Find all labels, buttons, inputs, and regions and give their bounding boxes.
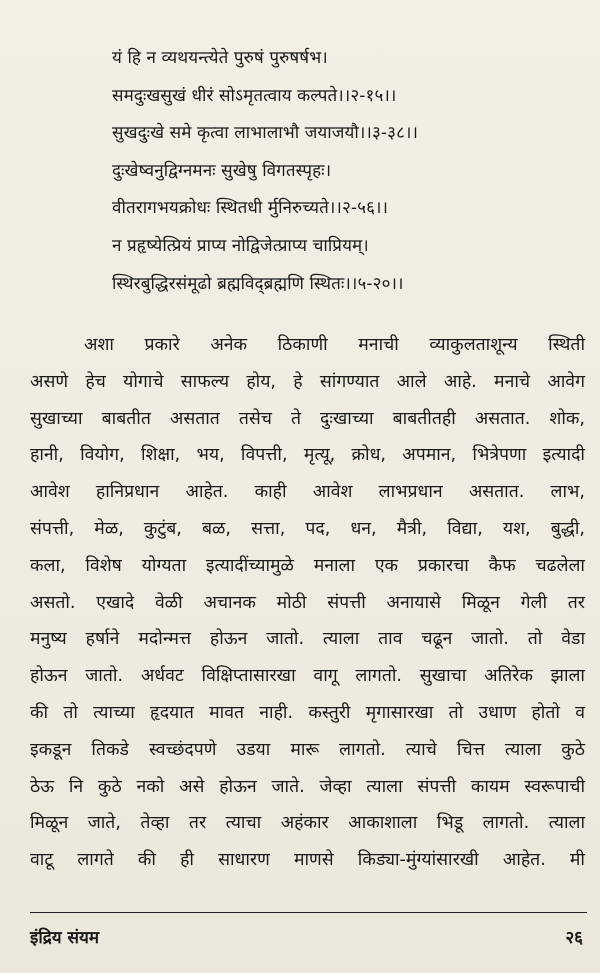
paragraph-line: कला, विशेष योग्यता इत्यादींच्यामुळे मनाला एक प्रकारचा कैफ चढलेला [30, 555, 585, 576]
paragraph-line: की तो त्याच्या हृदयात मावत नाही. कस्तुरी मृगासारखा तो उधाण होतो व [30, 702, 585, 723]
body-paragraph [30, 327, 585, 879]
paragraph-line: इकडून तिकडे स्वच्छंदपणे उडया मारू लागतो. त्याचे चित्त त्याला कुठे [30, 739, 585, 760]
footer-divider [30, 912, 587, 913]
verse-block [112, 40, 582, 303]
paragraph-line: मनुष्य हर्षाने मदोन्मत्त होऊन जातो. त्याला ताव चढून जातो. तो वेडा [30, 629, 585, 650]
paragraph-line: होऊन जातो. अर्धवट विक्षिप्तासारखा वागू लागतो. सुखाचा अतिरेक झाला [30, 666, 585, 687]
page-number: २६ [565, 928, 583, 948]
paragraph-line: मिळून जाते, तेव्हा तर त्याचा अहंकार आकाशाला भिडू लागतो. त्याला [30, 813, 585, 834]
paragraph-line: हानी, वियोग, शिक्षा, भय, विपत्ती, मृत्यू, क्रोध, अपमान, भित्रेपणा इत्यादी [30, 445, 585, 466]
verse-line: सुखदुःखे समे कृत्वा लाभालाभौ जयाजयौ।।३-३८।। [112, 123, 419, 144]
verse-line: दुःखेष्वनुद्विग्नमनः सुखेषु विगतस्पृहः। [112, 160, 332, 181]
verse-line: यं हि न व्यथयन्त्येते पुरुषं पुरुषर्षभ। [112, 48, 328, 68]
paragraph-line: असतो. एखादे वेळी अचानक मोठी संपत्ती अनायासे मिळून गेली तर [30, 592, 585, 613]
verse-line: स्थिरबुद्धिरसंमूढो ब्रह्मविद्ब्रह्मणि स्थितः।।५-२०।। [112, 273, 404, 294]
verse-line: न प्रहृष्येत्प्रियं प्राप्य नोद्विजेत्प्राप्य चाप्रियम्। [112, 235, 369, 256]
running-footer-title: इंद्रिय संयम [30, 928, 100, 948]
paragraph-line: आवेश हानिप्रधान आहेत. काही आवेश लाभप्रधान असतात. लाभ, [30, 482, 585, 503]
paragraph-line: सुखाच्या बाबतीत असतात तसेच ते दुःखाच्या बाबतीतही असतात. शोक, [30, 408, 585, 429]
paragraph-line: अशा प्रकारे अनेक ठिकाणी मनाची व्याकुलताशून्य स्थिती [84, 335, 585, 355]
verse-line: समदुःखसुखं धीरं सोऽमृतत्वाय कल्पते।।२-१५।। [112, 85, 397, 106]
paragraph-line: संपत्ती, मेळ, कुटुंब, बळ, सत्ता, पद, धन, मैत्री, विद्या, यश, बुद्धी, [30, 518, 585, 539]
paragraph-line: ठेऊ नि कुठे नको असे होऊन जाते. जेव्हा त्याला संपत्ती कायम स्वरूपाची [30, 776, 585, 797]
paragraph-line: असणे हेच योगाचे साफल्य होय, हे सांगण्यात आले आहे. मनाचे आवेग [30, 371, 585, 392]
paragraph-line: वाटू लागते की ही साधारण माणसे किड्या-मुंग्यांसारखी आहेत. मी [30, 850, 585, 871]
verse-line: वीतरागभयक्रोधः स्थितधी र्मुनिरुच्यते।।२-५६।। [112, 198, 389, 219]
